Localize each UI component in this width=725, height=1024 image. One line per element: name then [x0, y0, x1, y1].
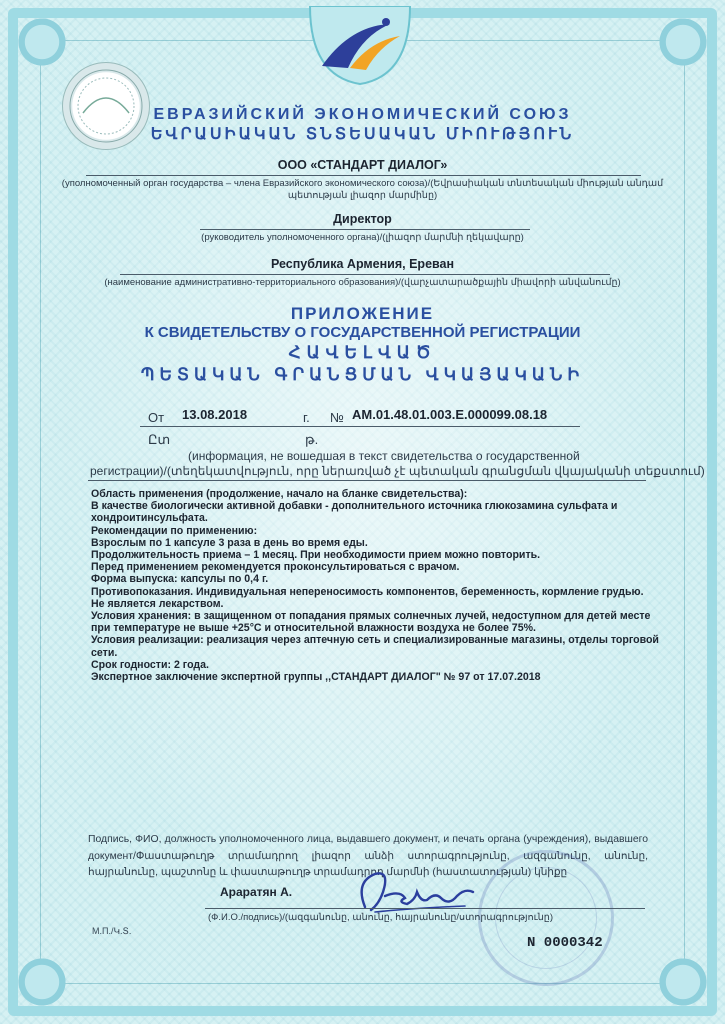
body-line: Противопоказания. Индивидуальная непереносимость компонентов, беременность, кормление грудью. — [91, 585, 644, 598]
org-name: ООО «СТАНДАРТ ДИАЛОГ» — [277, 158, 448, 172]
appendix-subtitle-ru: К СВИДЕТЕЛЬСТВУ О ГОСУДАРСТВЕННОЙ РЕГИСТРАЦИИ — [144, 324, 581, 341]
registration-note-line2: регистрации)/(տեղեկատվություն, որը ներառված չէ պետական գրանցման վկայականի տեքստում) — [90, 464, 705, 478]
body-line: Форма выпуска: капсулы по 0,4 г. — [91, 573, 269, 586]
location-caption: (наименование административно-территориального образования)/(վարչատարածքային միավորի անվանումը) — [104, 277, 621, 288]
body-line: Продолжительность приема – 1 месяц. При необходимости прием можно повторить. — [91, 549, 541, 562]
signatory-name: Араратян А. — [220, 885, 293, 899]
underline — [86, 175, 641, 176]
location-value: Республика Армения, Ереван — [270, 257, 455, 271]
body-line: Условия реализации: реализация через аптечную сеть и специализированные магазины, отделы торговой сети. — [91, 634, 659, 659]
body-line: Взрослым по 1 капсуле 3 раза в день во время еды. — [91, 536, 368, 549]
body-line: Область применения (продолжение, начало на бланке свидетельства): — [91, 488, 468, 500]
corner-ornament — [12, 952, 72, 1012]
serial-number: N 0000342 — [527, 935, 603, 951]
from-label-ru: От — [148, 410, 165, 425]
year-label-am: թ. — [305, 432, 319, 447]
registration-date: 13.08.2018 — [182, 407, 248, 422]
underline — [205, 908, 645, 909]
body-line: В качестве биологически активной добавки - дополнительного источника глюкозамина сульфата и хондроитинсульфата. — [91, 500, 618, 525]
body-line: Перед применением рекомендуется проконсультироваться с врачом. — [91, 561, 460, 574]
head-caption: (руководитель уполномоченного органа)/(լիազոր մարմնի ղեկավարը) — [201, 232, 524, 243]
org-caption-line1: (уполномоченный орган государства – члена Евразийского экономического союза)/(Եվրասիական տնտեսական միության անդամ — [61, 178, 664, 189]
body-line: Срок годности: 2 года. — [91, 658, 209, 671]
from-label-am: Ըտ — [148, 432, 171, 447]
underline — [200, 229, 530, 230]
union-title-ru: ЕВРАЗИЙСКИЙ ЭКОНОМИЧЕСКИЙ СОЮЗ — [153, 106, 572, 123]
registration-number: АМ.01.48.01.003.Е.000099.08.18 — [352, 407, 548, 422]
underline — [88, 480, 646, 481]
org-caption-line2: պետության լիազոր մարմինը) — [287, 190, 438, 201]
union-title-am: ԵՎՐԱՍԻԱԿԱՆ ՏՆՏԵՍԱԿԱՆ ՄԻՈՒԹՅՈՒՆ — [150, 126, 575, 143]
appendix-title-am: ՀԱՎԵԼՎԱԾ — [288, 343, 437, 362]
body-line: Экспертное заключение экспертной группы ,,СТАНДАРТ ДИАЛОГ" № 97 от 17.07.2018 — [91, 671, 541, 684]
appendix-title-ru: ПРИЛОЖЕНИЕ — [290, 304, 435, 323]
underline — [140, 426, 580, 427]
application-body — [91, 488, 661, 683]
corner-ornament — [653, 952, 713, 1012]
year-label-ru: г. — [303, 410, 310, 425]
body-line: Условия хранения: в защищенном от попадания прямых солнечных лучей, недоступном для детей месте при температуре не выше +25°С и относительной влажности воздуха не более 75%. — [91, 610, 651, 635]
stamp-place-label: М.П./Կ.Տ. — [92, 926, 132, 936]
eaeu-logo — [300, 6, 420, 86]
number-label: № — [330, 410, 344, 425]
registration-note-line1: (информация, не вошедшая в текст свидетельства о государственной — [188, 449, 580, 463]
signature-caption: (Ф.И.О./подпись)/(ազգանունը, անունը, հայրանունը/ստորագրությունը) — [208, 912, 553, 923]
head-title: Директор — [333, 212, 392, 226]
body-line: Не является лекарством. — [91, 597, 224, 610]
underline — [120, 274, 610, 275]
appendix-subtitle-am: ՊԵՏԱԿԱՆ ԳՐԱՆՑՄԱՆ ՎԿԱՅԱԿԱՆԻ — [140, 365, 585, 384]
body-line: Рекомендации по применению: — [91, 524, 258, 537]
corner-ornament — [653, 12, 713, 72]
signature-text: Подпись, ФИО, должность уполномоченного лица, выдавшего документ, и печать органа (учреждения), выдавшего документ/Փաստաթուղթ տրամադրող լիազոր անձի ստորագրությունը, ազգանունը, անունը, հայրանունը, պաշտոնը և փաստաթուղթ տրամադրող մարմնի (հաստատության) կնիքը — [88, 834, 648, 878]
